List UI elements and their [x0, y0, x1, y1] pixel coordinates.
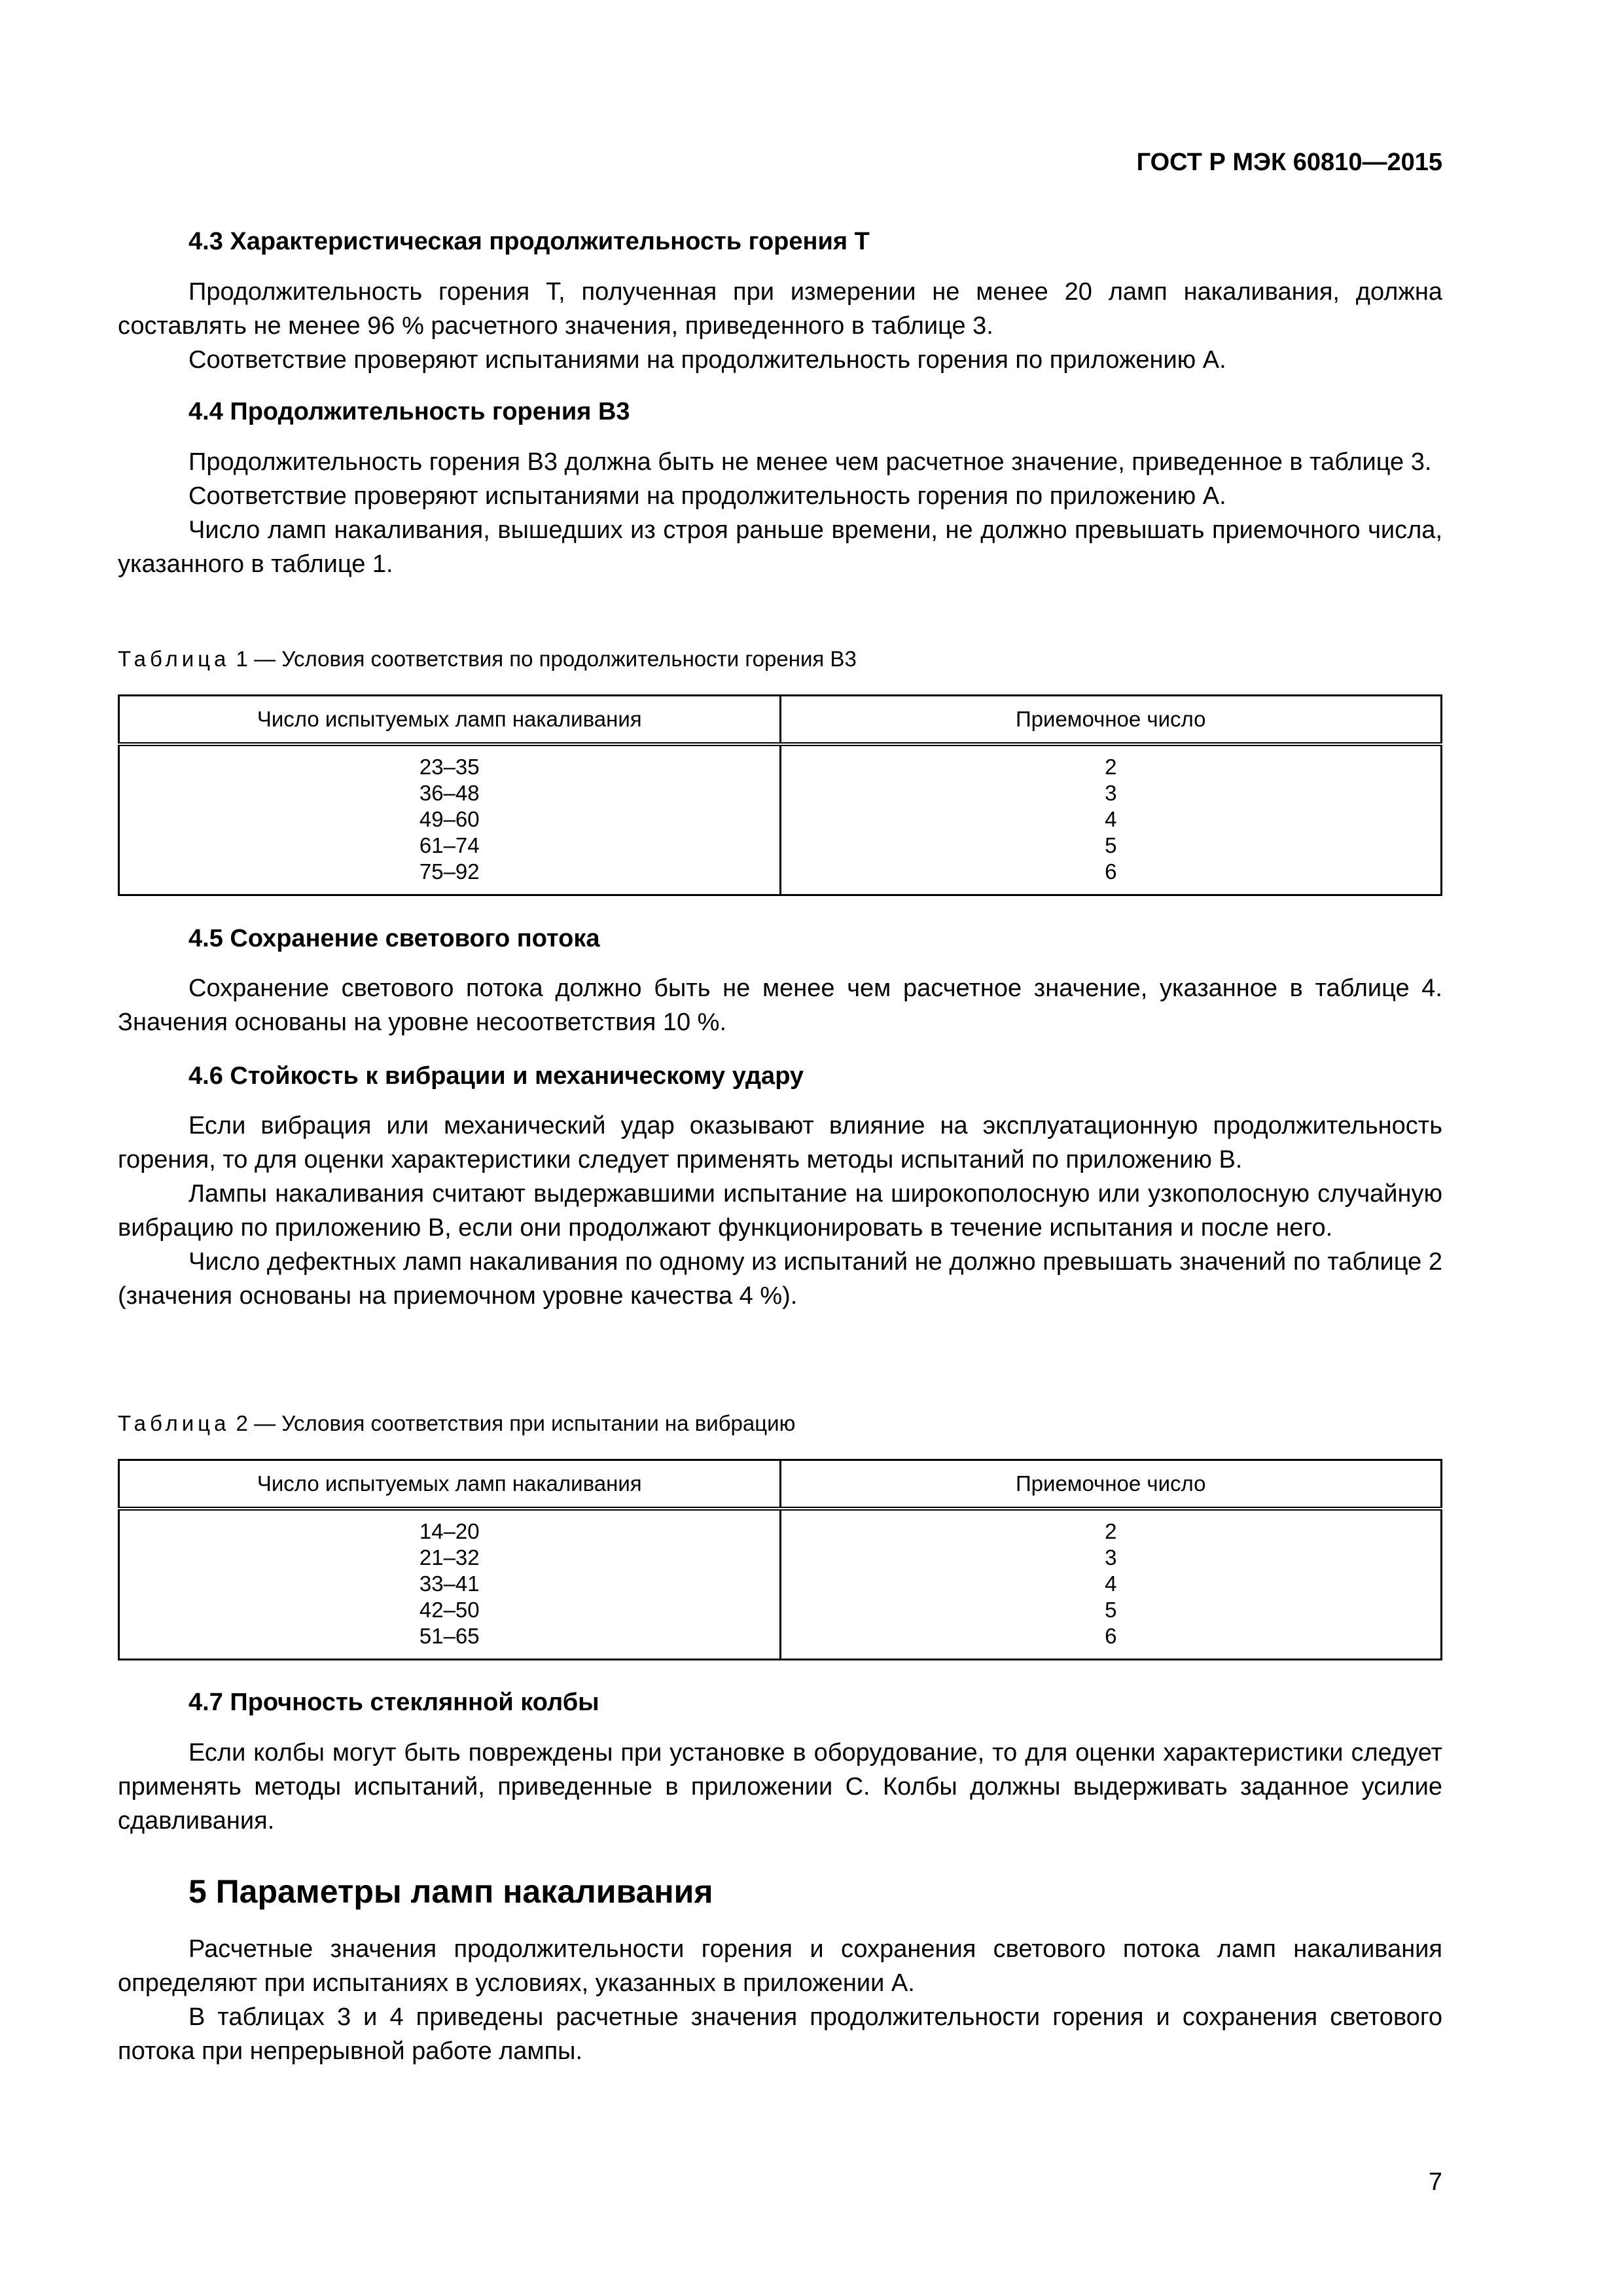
table-header-row [119, 1460, 1442, 1509]
page-number: 7 [1428, 2168, 1442, 2196]
paragraph: Число дефектных ламп накаливания по одному из испытаний не должно превышать значений по таблице 2 (значения основаны на приемочном уровне качества 4 %). [118, 1248, 1442, 1310]
section-4-7-heading: 4.7 Прочность стеклянной колбы [188, 1689, 599, 1716]
table-label: Таблица [118, 647, 230, 671]
table-cell: 61–74 [419, 833, 480, 857]
section-4-5-body [118, 971, 1442, 1039]
paragraph: Расчетные значения продолжительности горения и сохранения светового потока ламп накаливания определяют при испытаниях в условиях, указанных в приложении А. [118, 1935, 1442, 1997]
section-4-6-body [118, 1109, 1442, 1313]
paragraph: Продолжительность горения T, полученная при измерении не менее 20 ламп накаливания, должна составлять не менее 96 % расчетного значения, приведенного в таблице 3. [118, 278, 1442, 340]
acceptance-number-cell [780, 744, 1442, 895]
table-row [119, 744, 1442, 895]
column-header-acceptance-number: Приемочное число [780, 1460, 1442, 1509]
section-4-4-body [118, 445, 1442, 581]
table-1-caption [118, 646, 1442, 672]
paragraph: Число ламп накаливания, вышедших из строя раньше времени, не должно превышать приемочного числа, указанного в таблице 1. [118, 516, 1442, 578]
table-cell: 6 [1105, 1624, 1117, 1648]
acceptance-number-cell [780, 1509, 1442, 1660]
table-row [119, 1509, 1442, 1660]
table-cell: 51–65 [419, 1624, 480, 1648]
table-cell: 33–41 [419, 1571, 480, 1596]
table-caption-text: 1 — Условия соответствия по продолжительности горения B3 [230, 647, 857, 671]
table-cell: 5 [1105, 833, 1117, 857]
table-1 [118, 694, 1442, 896]
table-cell: 75–92 [419, 859, 480, 884]
table-2-caption [118, 1410, 1442, 1437]
table-cell: 23–35 [419, 755, 480, 779]
table-caption-text: 2 — Условия соответствия при испытании на вибрацию [230, 1411, 796, 1435]
table-cell: 3 [1105, 1545, 1117, 1570]
paragraph: Лампы накаливания считают выдержавшими испытание на широкополосную или узкополосную случайную вибрацию по приложению B, если они продолжают функционировать в течение испытания и после него. [118, 1180, 1442, 1242]
paragraph: Продолжительность горения B3 должна быть не менее чем расчетное значение, приведенное в таблице 3. [188, 448, 1432, 476]
table-cell: 14–20 [419, 1519, 480, 1543]
section-4-3-heading: 4.3 Характеристическая продолжительность горения T [188, 228, 870, 255]
table-cell: 49–60 [419, 807, 480, 831]
section-4-6-heading: 4.6 Стойкость к вибрации и механическому удару [188, 1062, 804, 1090]
lamp-count-cell [119, 1509, 781, 1660]
table-cell: 6 [1105, 859, 1117, 884]
document-code: ГОСТ Р МЭК 60810—2015 [1136, 149, 1442, 176]
column-header-acceptance-number: Приемочное число [780, 696, 1442, 745]
table-label: Таблица [118, 1411, 230, 1435]
section-4-5-heading: 4.5 Сохранение светового потока [188, 925, 600, 952]
section-4-7-body [118, 1736, 1442, 1838]
table-cell: 21–32 [419, 1545, 480, 1570]
table-cell: 2 [1105, 755, 1117, 779]
paragraph: Сохранение светового потока должно быть не менее чем расчетное значение, указанное в таблице 4. Значения основаны на уровне несоответствия 10 %. [118, 975, 1442, 1036]
table-cell: 3 [1105, 781, 1117, 805]
table-cell: 5 [1105, 1598, 1117, 1622]
paragraph: Соответствие проверяют испытаниями на продолжительность горения по приложению А. [188, 482, 1226, 510]
table-cell: 4 [1105, 1571, 1117, 1596]
section-4-3-body [118, 275, 1442, 377]
paragraph: Соответствие проверяют испытаниями на продолжительность горения по приложению А. [188, 346, 1226, 374]
table-header-row [119, 696, 1442, 745]
table-cell: 42–50 [419, 1598, 480, 1622]
table-cell: 36–48 [419, 781, 480, 805]
section-4-4-heading: 4.4 Продолжительность горения B3 [188, 398, 630, 425]
table-2 [118, 1459, 1442, 1660]
lamp-count-cell [119, 744, 781, 895]
paragraph: В таблицах 3 и 4 приведены расчетные значения продолжительности горения и сохранения светового потока при непрерывной работе лампы. [118, 2003, 1442, 2065]
section-5-heading: 5 Параметры ламп накаливания [188, 1873, 713, 1910]
column-header-lamp-count: Число испытуемых ламп накаливания [119, 1460, 781, 1509]
column-header-lamp-count: Число испытуемых ламп накаливания [119, 696, 781, 745]
table-cell: 4 [1105, 807, 1117, 831]
paragraph: Если вибрация или механический удар оказывают влияние на эксплуатационную продолжительность горения, то для оценки характеристики следует применять методы испытаний по приложению B. [118, 1112, 1442, 1174]
table-cell: 2 [1105, 1519, 1117, 1543]
section-5-body [118, 1932, 1442, 2068]
paragraph: Если колбы могут быть повреждены при установке в оборудование, то для оценки характеристики следует применять методы испытаний, приведенные в приложении C. Колбы должны выдерживать заданное усилие сдавливания. [118, 1739, 1442, 1835]
